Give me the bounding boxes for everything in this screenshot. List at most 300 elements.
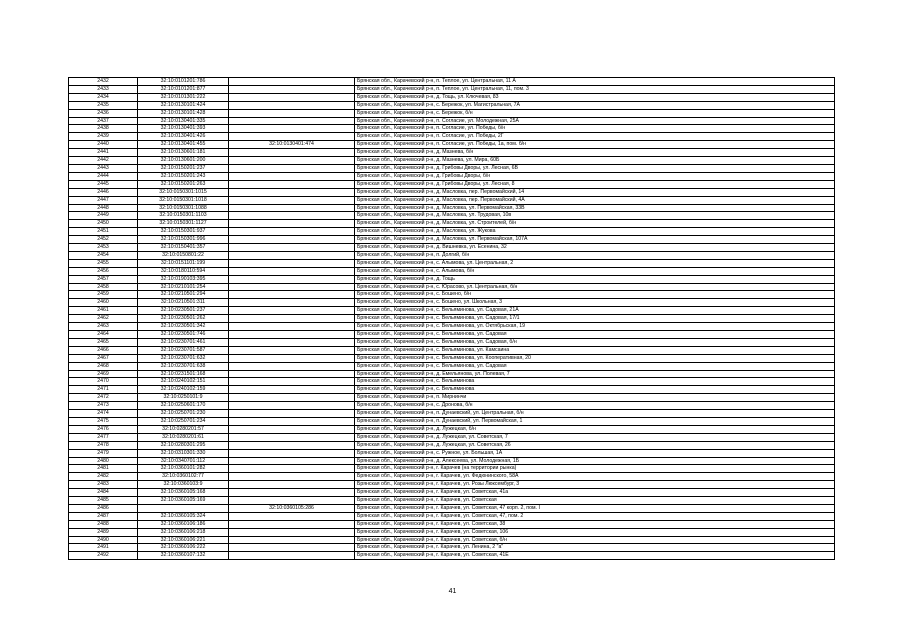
table-row xyxy=(69,117,835,125)
parent-cadastral-cell xyxy=(229,465,355,473)
address-cell: Брянская обл., Карачевский р-н, с. Бережок, б/н xyxy=(355,109,835,117)
table-row xyxy=(69,133,835,141)
address-cell: Брянская обл., Карачевский р-н, д. Масловка, пер. Первомайский, 4А xyxy=(355,196,835,204)
cadastral-number-cell: 32:10:0151101:199 xyxy=(138,259,229,267)
row-number-cell: 2457 xyxy=(69,275,138,283)
row-number-cell: 2478 xyxy=(69,441,138,449)
row-number-cell: 2455 xyxy=(69,259,138,267)
parent-cadastral-cell xyxy=(229,188,355,196)
row-number-cell: 2445 xyxy=(69,180,138,188)
parent-cadastral-cell xyxy=(229,307,355,315)
row-number-cell: 2439 xyxy=(69,133,138,141)
row-number-cell: 2476 xyxy=(69,425,138,433)
parent-cadastral-cell xyxy=(229,275,355,283)
table-row xyxy=(69,394,835,402)
address-cell: Брянская обл., Карачевский р-н, д. Тощь xyxy=(355,275,835,283)
row-number-cell: 2450 xyxy=(69,220,138,228)
row-number-cell: 2477 xyxy=(69,433,138,441)
cadastral-number-cell: 32:10:0210501:294 xyxy=(138,291,229,299)
cadastral-number-cell: 32:10:0130401:455 xyxy=(138,141,229,149)
cadastral-number-cell: 32:10:0150201:263 xyxy=(138,180,229,188)
table-row xyxy=(69,93,835,101)
row-number-cell: 2463 xyxy=(69,323,138,331)
row-number-cell: 2447 xyxy=(69,196,138,204)
cadastral-number-cell: 32:10:0101201:786 xyxy=(138,78,229,86)
parent-cadastral-cell xyxy=(229,410,355,418)
table-row xyxy=(69,85,835,93)
cadastral-number-cell: 32:10:0360102:77 xyxy=(138,473,229,481)
row-number-cell: 2456 xyxy=(69,267,138,275)
table-row xyxy=(69,378,835,386)
row-number-cell: 2459 xyxy=(69,291,138,299)
row-number-cell: 2483 xyxy=(69,481,138,489)
address-cell: Брянская обл., Карачевский р-н, г. Карачев, ул. Советская, 106 xyxy=(355,528,835,536)
row-number-cell: 2461 xyxy=(69,307,138,315)
cadastral-number-cell: 32:10:0150301:1015 xyxy=(138,188,229,196)
row-number-cell: 2453 xyxy=(69,244,138,252)
address-cell: Брянская обл., Карачевский р-н, п. Дунаевский, ул. Первомайская, 1 xyxy=(355,417,835,425)
row-number-cell: 2488 xyxy=(69,520,138,528)
table-row xyxy=(69,172,835,180)
address-cell: Брянская обл., Карачевский р-н, с. Вельяминова, ул. Садовая, 21А xyxy=(355,307,835,315)
table-row xyxy=(69,425,835,433)
row-number-cell: 2479 xyxy=(69,449,138,457)
address-cell: Брянская обл., Карачевский р-н, д. Мазнева, ул. Мира, 60Б xyxy=(355,157,835,165)
cadastral-number-cell: 32:10:0150301:996 xyxy=(138,236,229,244)
row-number-cell: 2466 xyxy=(69,346,138,354)
address-cell: Брянская обл., Карачевский р-н, с. Вельяминова, ул. Октябрьская, 19 xyxy=(355,323,835,331)
address-cell: Брянская обл., Карачевский р-н, г. Карачев, ул. Советская, 47 корп. 2, пом. I xyxy=(355,504,835,512)
row-number-cell: 2440 xyxy=(69,141,138,149)
cadastral-number-cell: 32:10:0360103:9 xyxy=(138,481,229,489)
row-number-cell: 2441 xyxy=(69,149,138,157)
parent-cadastral-cell xyxy=(229,417,355,425)
cadastral-number-cell: 32:10:0230501:342 xyxy=(138,323,229,331)
row-number-cell: 2444 xyxy=(69,172,138,180)
address-cell: Брянская обл., Карачевский р-н, п. Согласие, ул. Победы, б/н xyxy=(355,125,835,133)
row-number-cell: 2465 xyxy=(69,338,138,346)
row-number-cell: 2475 xyxy=(69,417,138,425)
cadastral-number-cell: 32:10:0230501:262 xyxy=(138,315,229,323)
row-number-cell: 2469 xyxy=(69,370,138,378)
address-cell: Брянская обл., Карачевский р-н, д. Масловка, пер. Первомайский, 14 xyxy=(355,188,835,196)
parent-cadastral-cell xyxy=(229,204,355,212)
address-cell: Брянская обл., Карачевский р-н, п. Мирнинчи xyxy=(355,394,835,402)
address-cell: Брянская обл., Карачевский р-н, д. Масловка, ул. Жукова xyxy=(355,228,835,236)
row-number-cell: 2433 xyxy=(69,85,138,93)
parent-cadastral-cell xyxy=(229,157,355,165)
table-row xyxy=(69,275,835,283)
cadastral-number-cell: 32:10:0340701:112 xyxy=(138,457,229,465)
row-number-cell: 2472 xyxy=(69,394,138,402)
row-number-cell: 2487 xyxy=(69,512,138,520)
address-cell: Брянская обл., Карачевский р-н, с. Бошено, б/н xyxy=(355,291,835,299)
table-row xyxy=(69,259,835,267)
parent-cadastral-cell xyxy=(229,283,355,291)
row-number-cell: 2467 xyxy=(69,354,138,362)
row-number-cell: 2460 xyxy=(69,299,138,307)
table-row xyxy=(69,552,835,560)
parent-cadastral-cell xyxy=(229,536,355,544)
address-cell: Брянская обл., Карачевский р-н, д. Мазнева, б/н xyxy=(355,149,835,157)
parent-cadastral-cell xyxy=(229,109,355,117)
address-cell: Брянская обл., Карачевский р-н, г. Карачев, ул. Ленина, 2 "а" xyxy=(355,544,835,552)
table-row xyxy=(69,331,835,339)
parent-cadastral-cell xyxy=(229,117,355,125)
property-register-table xyxy=(68,77,835,560)
address-cell: Брянская обл., Карачевский р-н, с. Ружное, ул. Большая, 1А xyxy=(355,449,835,457)
row-number-cell: 2451 xyxy=(69,228,138,236)
table-row xyxy=(69,520,835,528)
parent-cadastral-cell xyxy=(229,386,355,394)
table-row xyxy=(69,370,835,378)
parent-cadastral-cell xyxy=(229,93,355,101)
address-cell: Брянская обл., Карачевский р-н, г. Карачев (на территории рынка) xyxy=(355,465,835,473)
address-cell: Брянская обл., Карачевский р-н, п. Согласие, ул. Победы, 2Г xyxy=(355,133,835,141)
cadastral-number-cell: 32:10:0230701:632 xyxy=(138,354,229,362)
table-row xyxy=(69,457,835,465)
table-row xyxy=(69,196,835,204)
address-cell: Брянская обл., Карачевский р-н, д. Лужецкая, ул. Советская, 26 xyxy=(355,441,835,449)
table-row xyxy=(69,236,835,244)
parent-cadastral-cell xyxy=(229,212,355,220)
cadastral-number-cell: 32:10:0150401:357 xyxy=(138,244,229,252)
parent-cadastral-cell xyxy=(229,251,355,259)
row-number-cell: 2474 xyxy=(69,410,138,418)
parent-cadastral-cell xyxy=(229,149,355,157)
row-number-cell: 2481 xyxy=(69,465,138,473)
table-row xyxy=(69,338,835,346)
parent-cadastral-cell xyxy=(229,552,355,560)
parent-cadastral-cell xyxy=(229,164,355,172)
table-row xyxy=(69,267,835,275)
cadastral-number-cell: 32:10:0150301:1088 xyxy=(138,204,229,212)
parent-cadastral-cell xyxy=(229,315,355,323)
cadastral-number-cell: 32:10:0360105:168 xyxy=(138,489,229,497)
cadastral-number-cell: 32:10:0130601:200 xyxy=(138,157,229,165)
address-cell: Брянская обл., Карачевский р-н, д. Вишневка, ул. Есенина, 32 xyxy=(355,244,835,252)
page-number: 41 xyxy=(448,588,457,595)
table-row xyxy=(69,125,835,133)
parent-cadastral-cell xyxy=(229,244,355,252)
address-cell: Брянская обл., Карачевский р-н, с. Вельяминова, ул. Камсаина xyxy=(355,346,835,354)
cadastral-number-cell: 32:10:0231501:168 xyxy=(138,370,229,378)
cadastral-number-cell: 32:10:0130401:426 xyxy=(138,133,229,141)
address-cell: Брянская обл., Карачевский р-н, д. Лужецкая, б/н xyxy=(355,425,835,433)
table-row xyxy=(69,481,835,489)
address-cell: Брянская обл., Карачевский р-н, п. Долгий, б/н xyxy=(355,251,835,259)
table-row xyxy=(69,433,835,441)
row-number-cell: 2490 xyxy=(69,536,138,544)
parent-cadastral-cell xyxy=(229,323,355,331)
row-number-cell: 2432 xyxy=(69,78,138,86)
row-number-cell: 2473 xyxy=(69,402,138,410)
cadastral-number-cell: 32:10:0310301:330 xyxy=(138,449,229,457)
parent-cadastral-cell xyxy=(229,299,355,307)
table-row xyxy=(69,536,835,544)
table-row xyxy=(69,346,835,354)
row-number-cell: 2468 xyxy=(69,362,138,370)
address-cell: Брянская обл., Карачевский р-н, с. Юрасово, ул. Центральная, б/н xyxy=(355,283,835,291)
row-number-cell: 2491 xyxy=(69,544,138,552)
parent-cadastral-cell xyxy=(229,85,355,93)
cadastral-number-cell: 32:10:0190103:395 xyxy=(138,275,229,283)
address-cell: Брянская обл., Карачевский р-н, д. Масловка, ул. Первомайская, 33В xyxy=(355,204,835,212)
table-row xyxy=(69,386,835,394)
address-cell: Брянская обл., Карачевский р-н, д. Грибовы Дворы, ул. Лесная, 8 xyxy=(355,180,835,188)
parent-cadastral-cell xyxy=(229,449,355,457)
parent-cadastral-cell xyxy=(229,125,355,133)
row-number-cell: 2471 xyxy=(69,386,138,394)
cadastral-number-cell: 32:10:0230701:461 xyxy=(138,338,229,346)
table-row xyxy=(69,299,835,307)
row-number-cell: 2484 xyxy=(69,489,138,497)
cadastral-number-cell: 32:10:0150201:243 xyxy=(138,172,229,180)
table-row xyxy=(69,473,835,481)
table-row xyxy=(69,441,835,449)
cadastral-number-cell: 32:10:0280201:61 xyxy=(138,433,229,441)
parent-cadastral-cell xyxy=(229,78,355,86)
address-cell: Брянская обл., Карачевский р-н, с. Вельяминова xyxy=(355,378,835,386)
cadastral-number-cell: 32:10:0130401:393 xyxy=(138,125,229,133)
parent-cadastral-cell xyxy=(229,457,355,465)
table-row xyxy=(69,362,835,370)
table-row xyxy=(69,315,835,323)
address-cell: Брянская обл., Карачевский р-н, с. Вельяминова, ул. Садовая, 17/1 xyxy=(355,315,835,323)
table-row xyxy=(69,465,835,473)
cadastral-number-cell: 32:10:0180110:594 xyxy=(138,267,229,275)
cadastral-number-cell: 32:10:0280301:295 xyxy=(138,441,229,449)
row-number-cell: 2434 xyxy=(69,93,138,101)
row-number-cell: 2492 xyxy=(69,552,138,560)
address-cell: Брянская обл., Карачевский р-н, с. Бережок, ул. Магистральная, 7А xyxy=(355,101,835,109)
address-cell: Брянская обл., Карачевский р-н, д. Лужецкая, ул. Советская, 7 xyxy=(355,433,835,441)
row-number-cell: 2449 xyxy=(69,212,138,220)
cadastral-number-cell: 32:10:0210501:311 xyxy=(138,299,229,307)
address-cell: Брянская обл., Карачевский р-н, с. Алымова, ул. Центральная, 2 xyxy=(355,259,835,267)
cadastral-number-cell: 32:10:0150301:937 xyxy=(138,228,229,236)
row-number-cell: 2446 xyxy=(69,188,138,196)
row-number-cell: 2442 xyxy=(69,157,138,165)
table-row xyxy=(69,417,835,425)
cadastral-number-cell: 32:10:0130101:428 xyxy=(138,109,229,117)
table-row xyxy=(69,354,835,362)
address-cell: Брянская обл., Карачевский р-н, п. Согласие, ул. Победы, 1а, пом. б/н xyxy=(355,141,835,149)
address-cell: Брянская обл., Карачевский р-н, с. Вельяминова, ул. Садовая, б/н xyxy=(355,338,835,346)
parent-cadastral-cell xyxy=(229,370,355,378)
parent-cadastral-cell xyxy=(229,497,355,505)
cadastral-number-cell: 32:10:0360101:282 xyxy=(138,465,229,473)
row-number-cell: 2452 xyxy=(69,236,138,244)
parent-cadastral-cell xyxy=(229,378,355,386)
address-cell: Брянская обл., Карачевский р-н, д. Масловка, ул. Первомайская, 107А xyxy=(355,236,835,244)
parent-cadastral-cell xyxy=(229,101,355,109)
parent-cadastral-cell xyxy=(229,346,355,354)
row-number-cell: 2489 xyxy=(69,528,138,536)
cadastral-number-cell: 32:10:0210101:254 xyxy=(138,283,229,291)
parent-cadastral-cell xyxy=(229,259,355,267)
parent-cadastral-cell xyxy=(229,338,355,346)
row-number-cell: 2448 xyxy=(69,204,138,212)
cadastral-number-cell: 32:10:0150301:1018 xyxy=(138,196,229,204)
row-number-cell: 2480 xyxy=(69,457,138,465)
cadastral-number-cell: 32:10:0360105:324 xyxy=(138,512,229,520)
address-cell: Брянская обл., Карачевский р-н, г. Карачев, ул. Федюнинского, 58А xyxy=(355,473,835,481)
cadastral-number-cell: 32:10:0230701:638 xyxy=(138,362,229,370)
table-row xyxy=(69,141,835,149)
table-row xyxy=(69,291,835,299)
address-cell: Брянская обл., Карачевский р-н, п. Теплое, ул. Центральная, 11 А xyxy=(355,78,835,86)
cadastral-number-cell: 32:10:0360106:186 xyxy=(138,520,229,528)
address-cell: Брянская обл., Карачевский р-н, п. Дунаевский, ул. Центральная, б/н xyxy=(355,410,835,418)
row-number-cell: 2437 xyxy=(69,117,138,125)
table-row xyxy=(69,512,835,520)
table-row xyxy=(69,164,835,172)
parent-cadastral-cell: 32:10:0360105:286 xyxy=(229,504,355,512)
address-cell: Брянская обл., Карачевский р-н, г. Карачев, ул. Советская, 47, пом. 2 xyxy=(355,512,835,520)
table-row xyxy=(69,180,835,188)
register-table-body xyxy=(69,78,835,560)
parent-cadastral-cell xyxy=(229,512,355,520)
parent-cadastral-cell xyxy=(229,489,355,497)
cadastral-number-cell: 32:10:0101301:222 xyxy=(138,93,229,101)
address-cell: Брянская обл., Карачевский р-н, г. Карачев, ул. Советская, 41Е xyxy=(355,552,835,560)
address-cell: Брянская обл., Карачевский р-н, г. Карачев, ул. Розы Люксембург, 3 xyxy=(355,481,835,489)
cadastral-number-cell xyxy=(138,504,229,512)
cadastral-number-cell: 32:10:0130101:424 xyxy=(138,101,229,109)
table-row xyxy=(69,228,835,236)
address-cell: Брянская обл., Карачевский р-н, г. Карачев, ул. Советская, 38 xyxy=(355,520,835,528)
row-number-cell: 2486 xyxy=(69,504,138,512)
cadastral-number-cell: 32:10:0150201:237 xyxy=(138,164,229,172)
address-cell: Брянская обл., Карачевский р-н, с. Вельяминова, ул. Садовая xyxy=(355,331,835,339)
row-number-cell: 2443 xyxy=(69,164,138,172)
parent-cadastral-cell xyxy=(229,473,355,481)
cadastral-number-cell: 32:10:0150301:1103 xyxy=(138,212,229,220)
table-row xyxy=(69,410,835,418)
row-number-cell: 2436 xyxy=(69,109,138,117)
cadastral-number-cell: 32:10:0250101:9 xyxy=(138,394,229,402)
table-row xyxy=(69,504,835,512)
parent-cadastral-cell xyxy=(229,354,355,362)
address-cell: Брянская обл., Карачевский р-н, д. Масловка, ул. Строителей, б/н xyxy=(355,220,835,228)
parent-cadastral-cell xyxy=(229,331,355,339)
row-number-cell: 2462 xyxy=(69,315,138,323)
parent-cadastral-cell xyxy=(229,267,355,275)
parent-cadastral-cell xyxy=(229,172,355,180)
address-cell: Брянская обл., Карачевский р-н, г. Карачев, ул. Советская, 41а xyxy=(355,489,835,497)
parent-cadastral-cell xyxy=(229,394,355,402)
parent-cadastral-cell xyxy=(229,520,355,528)
cadastral-number-cell: 32:10:0360106:222 xyxy=(138,544,229,552)
address-cell: Брянская обл., Карачевский р-н, с. Вельяминова, ул. Садовая xyxy=(355,362,835,370)
parent-cadastral-cell xyxy=(229,133,355,141)
table-row xyxy=(69,283,835,291)
address-cell: Брянская обл., Карачевский р-н, с. Бошено, ул. Школьная, 3 xyxy=(355,299,835,307)
address-cell: Брянская обл., Карачевский р-н, д. Алексеева, ул. Молодежная, 1Б xyxy=(355,457,835,465)
row-number-cell: 2454 xyxy=(69,251,138,259)
address-cell: Брянская обл., Карачевский р-н, п. Теплое, ул. Центральная, 11, пом. 3 xyxy=(355,85,835,93)
cadastral-number-cell: 32:10:0230701:587 xyxy=(138,346,229,354)
table-row xyxy=(69,307,835,315)
cadastral-number-cell: 32:10:0230501:746 xyxy=(138,331,229,339)
table-row xyxy=(69,220,835,228)
table-row xyxy=(69,544,835,552)
cadastral-number-cell: 32:10:0150801:22 xyxy=(138,251,229,259)
table-row xyxy=(69,101,835,109)
table-row xyxy=(69,528,835,536)
address-cell: Брянская обл., Карачевский р-н, с. Вельяминова xyxy=(355,386,835,394)
table-row xyxy=(69,109,835,117)
parent-cadastral-cell xyxy=(229,291,355,299)
parent-cadastral-cell xyxy=(229,402,355,410)
table-row xyxy=(69,449,835,457)
parent-cadastral-cell xyxy=(229,228,355,236)
cadastral-number-cell: 32:10:0360106:218 xyxy=(138,528,229,536)
parent-cadastral-cell xyxy=(229,196,355,204)
row-number-cell: 2464 xyxy=(69,331,138,339)
parent-cadastral-cell xyxy=(229,433,355,441)
cadastral-number-cell: 32:10:0240102:151 xyxy=(138,378,229,386)
table-row xyxy=(69,149,835,157)
cadastral-number-cell: 32:10:0130601:181 xyxy=(138,149,229,157)
row-number-cell: 2470 xyxy=(69,378,138,386)
cadastral-number-cell: 32:10:0250701:234 xyxy=(138,417,229,425)
cadastral-number-cell: 32:10:0360105:169 xyxy=(138,497,229,505)
address-cell: Брянская обл., Карачевский р-н, д. Грибовы Дворы, б/н xyxy=(355,172,835,180)
parent-cadastral-cell xyxy=(229,441,355,449)
parent-cadastral-cell xyxy=(229,425,355,433)
table-row xyxy=(69,157,835,165)
table-row xyxy=(69,204,835,212)
row-number-cell: 2485 xyxy=(69,497,138,505)
cadastral-number-cell: 32:10:0280201:57 xyxy=(138,425,229,433)
address-cell: Брянская обл., Карачевский р-н, с. Алымова, б/н xyxy=(355,267,835,275)
parent-cadastral-cell xyxy=(229,220,355,228)
parent-cadastral-cell: 32:10:0130401:474 xyxy=(229,141,355,149)
address-cell: Брянская обл., Карачевский р-н, д. Емельянова, ул. Полевая, 7 xyxy=(355,370,835,378)
parent-cadastral-cell xyxy=(229,528,355,536)
row-number-cell: 2435 xyxy=(69,101,138,109)
address-cell: Брянская обл., Карачевский р-н, г. Карачев, ул. Советская, б/н xyxy=(355,536,835,544)
cadastral-number-cell: 32:10:0360107:132 xyxy=(138,552,229,560)
parent-cadastral-cell xyxy=(229,236,355,244)
row-number-cell: 2482 xyxy=(69,473,138,481)
cadastral-number-cell: 32:10:0130401:335 xyxy=(138,117,229,125)
parent-cadastral-cell xyxy=(229,544,355,552)
table-row xyxy=(69,251,835,259)
address-cell: Брянская обл., Карачевский р-н, д. Грибовы Дворы, ул. Лесная, 6В xyxy=(355,164,835,172)
cadastral-number-cell: 32:10:0240102:159 xyxy=(138,386,229,394)
address-cell: Брянская обл., Карачевский р-н, п. Согласие, ул. Молодежная, 25А xyxy=(355,117,835,125)
cadastral-number-cell: 32:10:0101201:877 xyxy=(138,85,229,93)
row-number-cell: 2438 xyxy=(69,125,138,133)
table-row xyxy=(69,244,835,252)
parent-cadastral-cell xyxy=(229,180,355,188)
row-number-cell: 2458 xyxy=(69,283,138,291)
table-row xyxy=(69,489,835,497)
cadastral-number-cell: 32:10:0360106:221 xyxy=(138,536,229,544)
cadastral-number-cell: 32:10:0150301:1127 xyxy=(138,220,229,228)
address-cell: Брянская обл., Карачевский р-н, с. Вельяминова, ул. Кооперативная, 20 xyxy=(355,354,835,362)
table-row xyxy=(69,402,835,410)
parent-cadastral-cell xyxy=(229,481,355,489)
table-row xyxy=(69,323,835,331)
table-row xyxy=(69,78,835,86)
address-cell: Брянская обл., Карачевский р-н, с. Дронова, б/н xyxy=(355,402,835,410)
cadastral-number-cell: 32:10:0230501:237 xyxy=(138,307,229,315)
table-row xyxy=(69,188,835,196)
